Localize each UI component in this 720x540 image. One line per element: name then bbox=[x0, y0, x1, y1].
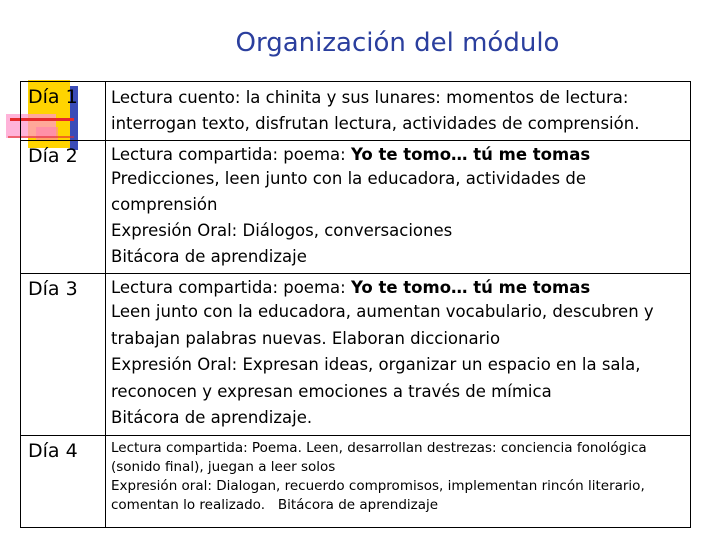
content-line: Bitácora de aprendizaje bbox=[111, 247, 307, 266]
poem-title: Yo te tomo… tú me tomas bbox=[350, 278, 591, 297]
page-title: Organización del módulo bbox=[235, 28, 560, 58]
content-line: (sonido final), juegan a leer solos bbox=[111, 458, 336, 475]
content-line: interrogan texto, disfrutan lectura, actividades de comprensión. bbox=[111, 114, 640, 133]
content-line: Leen junto con la educadora, aumentan vocabulario, descubren y bbox=[111, 302, 654, 321]
content-line-with-poem bbox=[111, 144, 686, 166]
content-line: trabajan palabras nuevas. Elaboran diccionario bbox=[111, 328, 501, 348]
content-line: comprensión bbox=[111, 195, 218, 214]
content-line: Lectura compartida: Poema. Leen, desarrollan destrezas: conciencia fonológica bbox=[111, 439, 647, 456]
day-content bbox=[106, 435, 691, 527]
table-row-day-4 bbox=[21, 435, 691, 527]
content-line: Predicciones, leen junto con la educadora, actividades de bbox=[111, 169, 586, 188]
table-row-day-2 bbox=[21, 141, 691, 274]
day-label: Día 2 bbox=[21, 141, 106, 274]
content-line-prefix: Lectura compartida: poema: bbox=[111, 145, 351, 164]
day-content bbox=[106, 82, 691, 141]
day-content bbox=[106, 274, 691, 436]
content-line: Lectura cuento: la chinita y sus lunares: momentos de lectura: bbox=[111, 88, 629, 107]
table-row-day-3 bbox=[21, 274, 691, 436]
module-table bbox=[20, 81, 691, 528]
content-line: Bitácora de aprendizaje. bbox=[111, 408, 313, 427]
day-label: Día 1 bbox=[21, 82, 106, 141]
day-label: Día 3 bbox=[21, 274, 106, 436]
content-line: reconocen y expresan emociones a través de mímica bbox=[111, 381, 552, 401]
content-line: Expresión Oral: Diálogos, conversaciones bbox=[111, 221, 453, 240]
content-line: comentan lo realizado. Bitácora de aprendizaje bbox=[111, 496, 439, 513]
content-line: Expresión oral: Dialogan, recuerdo compromisos, implementan rincón literario, bbox=[111, 477, 645, 494]
poem-title: Yo te tomo… tú me tomas bbox=[350, 145, 591, 164]
content-line: Expresión Oral: Expresan ideas, organizar un espacio en la sala, bbox=[111, 355, 641, 374]
day-content bbox=[106, 141, 691, 274]
day-label: Día 4 bbox=[21, 435, 106, 527]
table-row-day-1 bbox=[21, 82, 691, 141]
content-line-with-poem bbox=[111, 277, 686, 299]
content-line-prefix: Lectura compartida: poema: bbox=[111, 278, 351, 297]
